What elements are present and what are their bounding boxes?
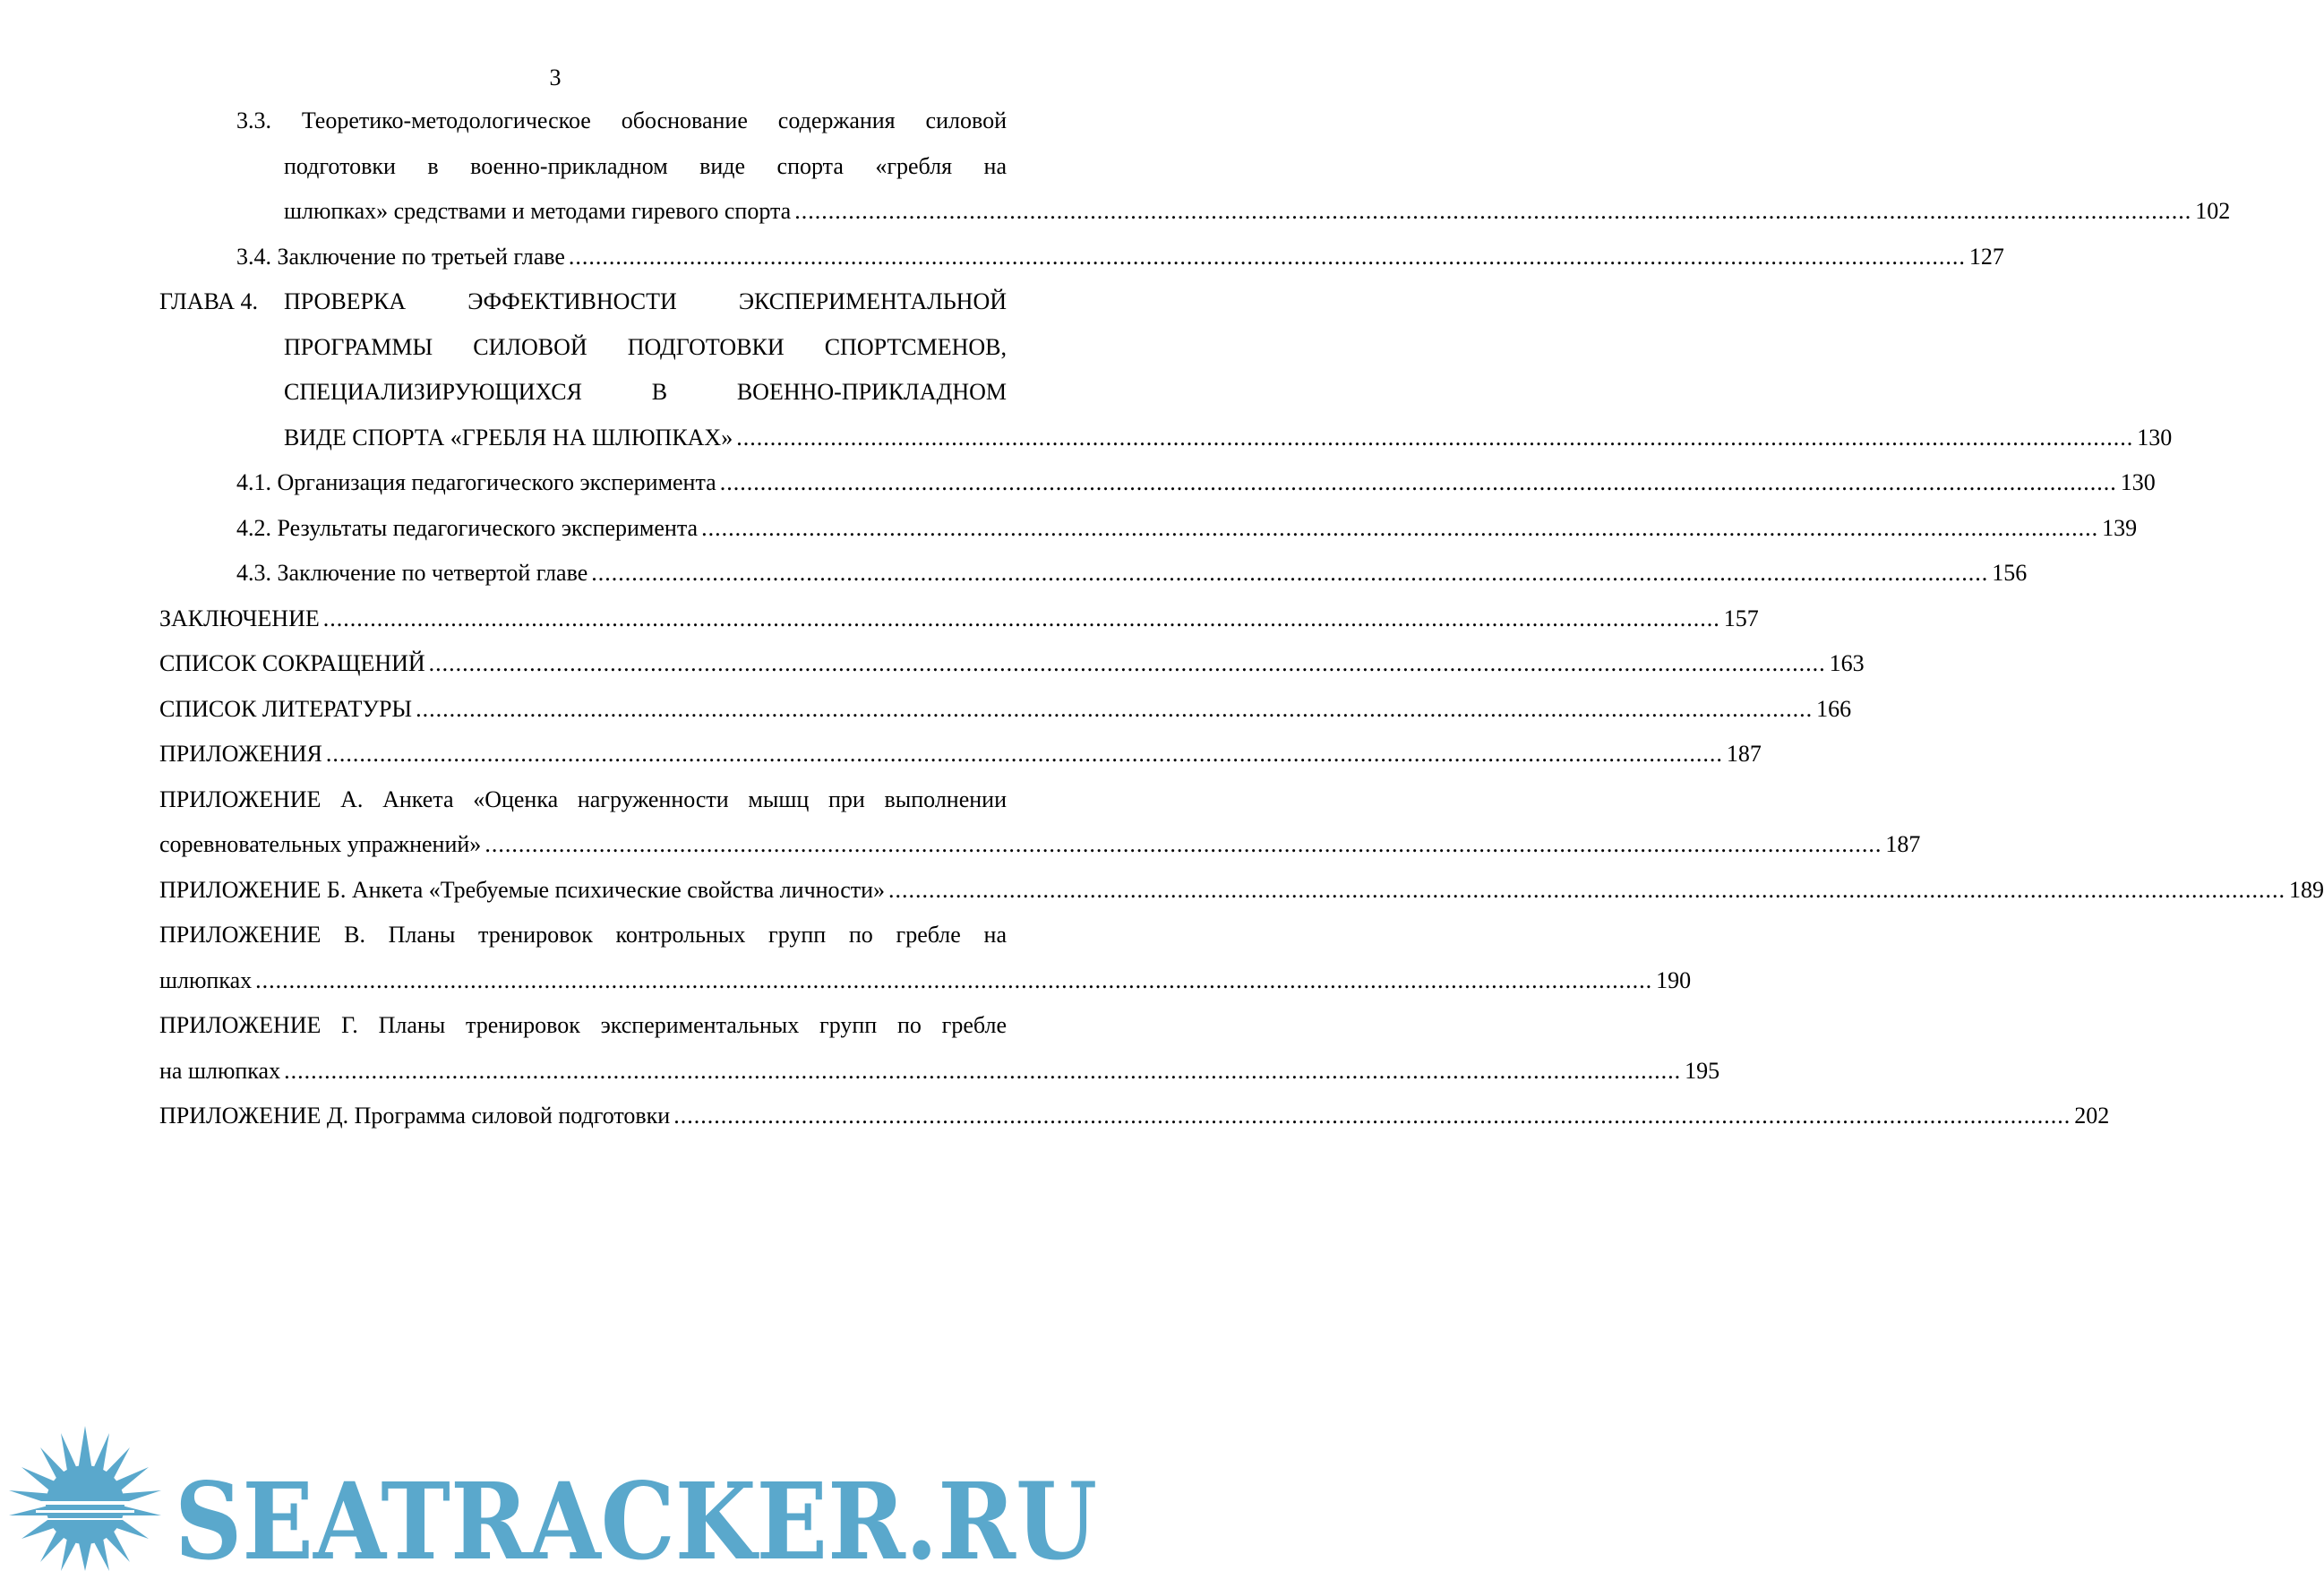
toc-text: шлюпках» средствами и методами гиревого спорта xyxy=(284,198,792,224)
toc-line: подготовки в военно-прикладном виде спорта «гребля на xyxy=(284,152,1007,179)
dot-leader: ................................................................................................................................................................................................................ xyxy=(591,560,1989,586)
toc-line: ПРИЛОЖЕНИЕ Г. Планы тренировок экспериментальных групп по гребле xyxy=(159,1012,1007,1038)
toc-line-last xyxy=(159,732,1762,777)
toc-page-number: 102 xyxy=(2195,198,2231,224)
toc-text: 4.2. Результаты педагогического эксперимента xyxy=(236,514,699,541)
toc-entry-3-4[interactable] xyxy=(159,235,2004,280)
toc-text: 4.3. Заключение по четвертой главе xyxy=(236,560,588,586)
toc-page-number: 163 xyxy=(1829,650,1865,676)
toc-entry-4-1[interactable] xyxy=(159,460,2156,506)
toc-page-number: 190 xyxy=(1656,966,1692,993)
toc-entry-conclusion[interactable] xyxy=(159,597,1759,642)
toc-line-last xyxy=(159,641,1865,687)
dot-leader: ................................................................................................................................................................................................................ xyxy=(322,605,1720,631)
toc-page-number: 127 xyxy=(1968,243,2004,270)
toc-entry-appendix-g[interactable] xyxy=(159,1003,1720,1094)
toc-page-number: 166 xyxy=(1816,695,1852,722)
dot-leader: ................................................................................................................................................................................................................ xyxy=(701,514,2099,541)
toc-page-number: 202 xyxy=(2074,1103,2110,1129)
dot-leader: ................................................................................................................................................................................................................ xyxy=(888,876,2286,903)
toc-entry-appendix-a[interactable] xyxy=(159,777,1921,868)
toc-line-last xyxy=(159,1049,1720,1095)
toc-line-last xyxy=(159,189,2231,235)
toc-entry-appendix-b[interactable] xyxy=(159,868,2324,914)
dot-leader: ................................................................................................................................................................................................................ xyxy=(428,650,1826,676)
dot-leader: ................................................................................................................................................................................................................ xyxy=(673,1103,2071,1129)
toc-line-last xyxy=(159,868,2324,914)
toc-page-number: 157 xyxy=(1723,605,1759,631)
toc-page-number: 156 xyxy=(1992,560,2028,586)
toc-entry-appendix-d[interactable] xyxy=(159,1094,2110,1139)
toc-text: шлюпках xyxy=(159,966,253,993)
toc-text: ПРИЛОЖЕНИЕ Д. Программа силовой подготовки xyxy=(159,1103,671,1129)
toc-page-number: 195 xyxy=(1685,1057,1720,1084)
toc-text: 3.4. Заключение по третьей главе xyxy=(236,243,565,270)
toc-text: СПИСОК СОКРАЩЕНИЙ xyxy=(159,650,425,676)
toc-line-last xyxy=(159,597,1759,642)
chapter-label: ГЛАВА 4. xyxy=(159,288,258,314)
toc-text: ПРИЛОЖЕНИЯ xyxy=(159,741,322,767)
dot-leader: ................................................................................................................................................................................................................ xyxy=(736,424,2134,451)
dot-leader: ................................................................................................................................................................................................................ xyxy=(485,831,1882,857)
toc-line: ПРИЛОЖЕНИЕ В. Планы тренировок контрольных групп по гребле на xyxy=(159,922,1007,948)
toc-line: ПРОГРАММЫ СИЛОВОЙ ПОДГОТОВКИ СПОРТСМЕНОВ, xyxy=(284,333,1007,360)
dot-leader: ................................................................................................................................................................................................................ xyxy=(719,469,2117,495)
toc-line: СПЕЦИАЛИЗИРУЮЩИХСЯ В ВОЕННО-ПРИКЛАДНОМ xyxy=(284,379,1007,405)
table-of-contents xyxy=(159,99,2324,1139)
toc-page-number: 130 xyxy=(2137,424,2173,451)
watermark-text: SEATRACKER.RU xyxy=(175,1459,1097,1571)
sun-icon xyxy=(9,1426,161,1571)
toc-text: ВИДЕ СПОРТА «ГРЕБЛЯ НА ШЛЮПКАХ» xyxy=(284,424,733,451)
dot-leader: ................................................................................................................................................................................................................ xyxy=(568,243,1966,270)
toc-line-last xyxy=(159,958,1692,1004)
seatracker-watermark xyxy=(0,1415,1111,1571)
toc-entry-4-3[interactable] xyxy=(159,551,2028,597)
toc-page-number: 187 xyxy=(1726,741,1762,767)
toc-line-last xyxy=(159,506,2138,552)
dot-leader: ................................................................................................................................................................................................................ xyxy=(255,966,1653,993)
toc-entry-3-3[interactable] xyxy=(159,99,2231,235)
toc-text: СПИСОК ЛИТЕРАТУРЫ xyxy=(159,695,413,722)
toc-line-last xyxy=(159,1094,2110,1139)
toc-entry-literature[interactable] xyxy=(159,687,1852,733)
dot-leader: ................................................................................................................................................................................................................ xyxy=(416,695,1814,722)
toc-text: соревновательных упражнений» xyxy=(159,831,482,857)
toc-line-last xyxy=(159,551,2028,597)
toc-entry-appendices[interactable] xyxy=(159,732,1762,777)
toc-text: на шлюпках xyxy=(159,1057,281,1084)
toc-entry-abbreviations[interactable] xyxy=(159,641,1865,687)
dot-leader: ................................................................................................................................................................................................................ xyxy=(284,1057,1682,1084)
toc-line: 3.3. Теоретико-методологическое обоснование содержания силовой xyxy=(236,107,1007,133)
toc-text: ПРИЛОЖЕНИЕ Б. Анкета «Требуемые психические свойства личности» xyxy=(159,876,886,903)
toc-line-last xyxy=(159,687,1852,733)
toc-entry-appendix-v[interactable] xyxy=(159,913,1692,1003)
toc-page-number: 139 xyxy=(2102,514,2138,541)
toc-page-number: 130 xyxy=(2120,469,2156,495)
dot-leader: ................................................................................................................................................................................................................ xyxy=(794,198,2192,224)
page-number: 3 xyxy=(549,64,562,90)
toc-text: 4.1. Организация педагогического эксперимента xyxy=(236,469,716,495)
toc-page-number: 189 xyxy=(2289,876,2324,903)
dot-leader: ................................................................................................................................................................................................................ xyxy=(325,741,1723,767)
toc-line xyxy=(159,279,1059,325)
toc-entry-chapter-4[interactable] xyxy=(159,279,2173,460)
toc-text: ПРОВЕРКА ЭФФЕКТИВНОСТИ ЭКСПЕРИМЕНТАЛЬНОЙ xyxy=(284,288,1007,314)
toc-line-last xyxy=(159,822,1921,868)
toc-line: ПРИЛОЖЕНИЕ А. Анкета «Оценка нагруженности мышц при выполнении xyxy=(159,786,1007,812)
toc-line-last xyxy=(159,460,2156,506)
toc-line-last xyxy=(159,416,2173,461)
toc-text: ЗАКЛЮЧЕНИЕ xyxy=(159,605,320,631)
toc-line-last xyxy=(159,235,2004,280)
toc-entry-4-2[interactable] xyxy=(159,506,2138,552)
toc-page-number: 187 xyxy=(1885,831,1921,857)
